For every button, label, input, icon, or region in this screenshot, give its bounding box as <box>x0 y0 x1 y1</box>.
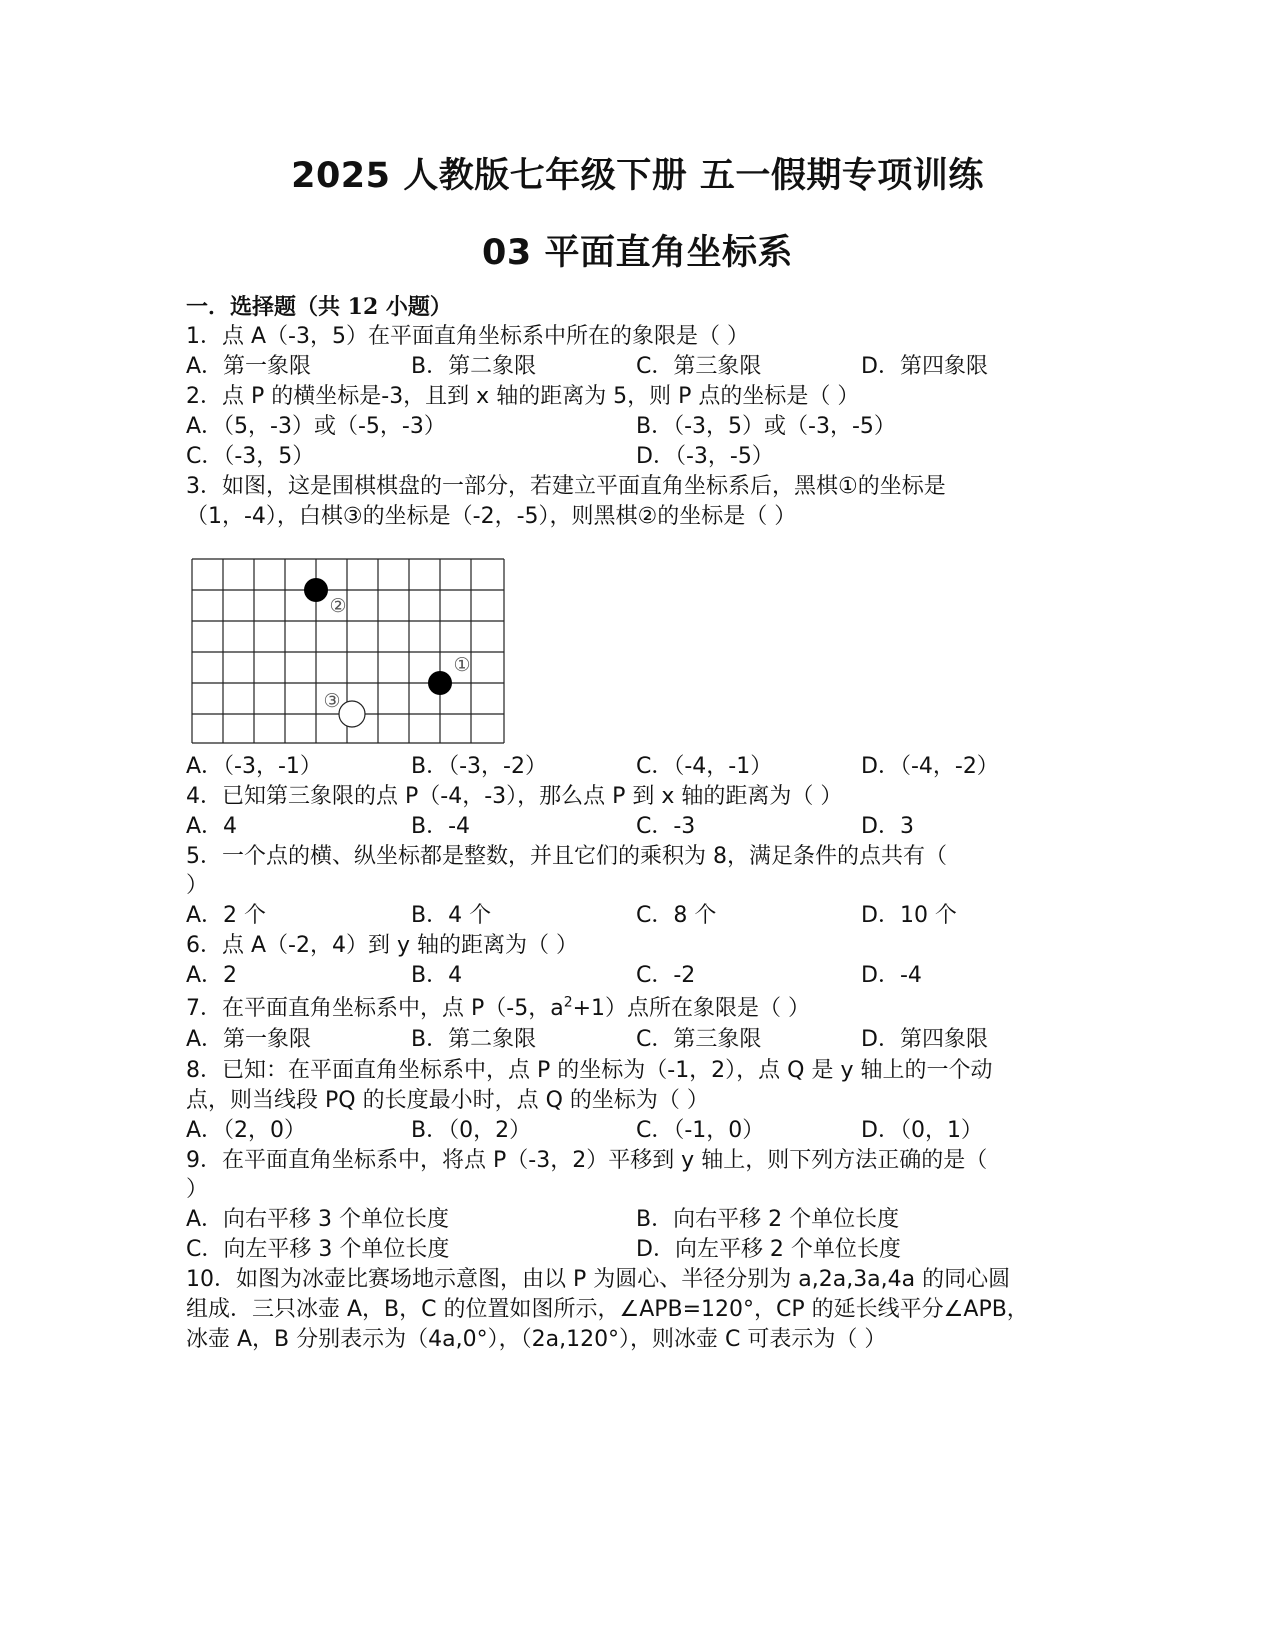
option-a: A．第一象限 <box>186 354 312 379</box>
option-b: B．第二象限 <box>411 1027 537 1052</box>
option-b: B．（-3，5）或（-3，-5） <box>636 414 896 439</box>
question-4-stem: 4．已知第三象限的点 P（-4，-3），那么点 P 到 x 轴的距离为（ ） <box>186 784 843 809</box>
page-title: 2025 人教版七年级下册 五一假期专项训练 <box>291 156 984 196</box>
option-c: C．8 个 <box>636 903 717 928</box>
question-6-options <box>186 960 1086 991</box>
option-d: D．第四象限 <box>861 354 988 379</box>
option-d: D．向左平移 2 个单位长度 <box>636 1237 901 1262</box>
option-d: D．第四象限 <box>861 1027 988 1052</box>
question-5-options <box>186 900 1086 931</box>
option-a: A．第一象限 <box>186 1027 312 1052</box>
option-a: A．2 <box>186 963 238 988</box>
section-heading: 一．选择题（共 12 小题） <box>186 294 452 320</box>
question-7-options <box>186 1024 1086 1055</box>
question-4-options <box>186 811 1086 842</box>
option-d: D．-4 <box>861 963 922 988</box>
option-b: B．（0，2） <box>411 1118 532 1143</box>
label-3: ③ <box>323 690 341 712</box>
question-7-stem-part2: +1）点所在象限是（ ） <box>572 996 811 1021</box>
superscript: 2 <box>563 994 573 1011</box>
page-subtitle: 03 平面直角坐标系 <box>482 233 793 273</box>
question-9-stem-line1: 9．在平面直角坐标系中，将点 P（-3，2）平移到 y 轴上，则下列方法正确的是（ <box>186 1148 988 1173</box>
option-a: A．（-3，-1） <box>186 754 322 779</box>
question-10-stem-line3: 冰壶 A，B 分别表示为（4a,0°），（2a,120°），则冰壶 C 可表示为（ ） <box>186 1327 887 1352</box>
question-9-stem-line2: ） <box>186 1177 209 1202</box>
option-c: C．（-4，-1） <box>636 754 773 779</box>
option-c: C．第三象限 <box>636 354 762 379</box>
option-a: A．4 <box>186 814 238 839</box>
question-1-stem: 1．点 A（-3，5）在平面直角坐标系中所在的象限是（ ） <box>186 324 749 349</box>
question-1-options <box>186 351 1086 382</box>
question-9-options-row1 <box>186 1204 1086 1235</box>
option-a: A．向右平移 3 个单位长度 <box>186 1207 450 1232</box>
go-board-figure <box>190 557 510 747</box>
option-b: B．4 个 <box>411 903 492 928</box>
option-b: B．-4 <box>411 814 471 839</box>
option-c: C．第三象限 <box>636 1027 762 1052</box>
question-7-stem <box>186 993 1086 1024</box>
question-10-stem-line1: 10．如图为冰壶比赛场地示意图，由以 P 为圆心、半径分别为 a,2a,3a,4a 的同心圆 <box>186 1267 1011 1292</box>
question-8-stem-line1: 8．已知：在平面直角坐标系中，点 P 的坐标为（-1，2），点 Q 是 y 轴上的一个动 <box>186 1058 993 1083</box>
option-b: B．第二象限 <box>411 354 537 379</box>
black-stone-1 <box>428 671 452 695</box>
label-2: ② <box>329 595 347 617</box>
option-d: D．（0，1） <box>861 1118 983 1143</box>
question-2-stem: 2．点 P 的横坐标是-3，且到 x 轴的距离为 5，则 P 点的坐标是（ ） <box>186 384 860 409</box>
question-8-options <box>186 1115 1086 1146</box>
label-1: ① <box>453 654 471 676</box>
question-3-stem-line2: （1，-4），白棋③的坐标是（-2，-5），则黑棋②的坐标是（ ） <box>186 504 797 529</box>
option-a: A．2 个 <box>186 903 267 928</box>
question-6-stem: 6．点 A（-2，4）到 y 轴的距离为（ ） <box>186 933 578 958</box>
option-a: A．（5，-3）或（-5，-3） <box>186 414 446 439</box>
option-d: D．10 个 <box>861 903 957 928</box>
question-7-stem-part1: 7．在平面直角坐标系中，点 P（-5，a <box>186 996 564 1021</box>
option-c: C．（-3，5） <box>186 444 315 469</box>
option-c: C．向左平移 3 个单位长度 <box>186 1237 450 1262</box>
option-d: D．3 <box>861 814 914 839</box>
option-b: B．向右平移 2 个单位长度 <box>636 1207 900 1232</box>
question-2-options-row1 <box>186 411 1086 442</box>
option-c: C．-3 <box>636 814 696 839</box>
option-b: B．（-3，-2） <box>411 754 547 779</box>
option-c: C．-2 <box>636 963 696 988</box>
question-2-options-row2 <box>186 441 1086 472</box>
question-10-stem-line2: 组成．三只冰壶 A，B，C 的位置如图所示，∠APB=120°，CP 的延长线平分∠APB， <box>186 1297 1029 1322</box>
white-stone-3 <box>339 701 365 727</box>
option-a: A．（2，0） <box>186 1118 307 1143</box>
option-d: D．（-3，-5） <box>636 444 774 469</box>
option-d: D．（-4，-2） <box>861 754 999 779</box>
question-3-options <box>186 751 1086 782</box>
question-9-options-row2 <box>186 1234 1086 1265</box>
option-c: C．（-1，0） <box>636 1118 765 1143</box>
black-stone-2 <box>304 578 328 602</box>
question-5-stem-line2: ） <box>186 873 209 898</box>
option-b: B．4 <box>411 963 463 988</box>
question-3-stem-line1: 3．如图，这是围棋棋盘的一部分，若建立平面直角坐标系后，黑棋①的坐标是 <box>186 474 946 499</box>
question-5-stem-line1: 5．一个点的横、纵坐标都是整数，并且它们的乘积为 8，满足条件的点共有（ <box>186 844 947 869</box>
question-8-stem-line2: 点，则当线段 PQ 的长度最小时，点 Q 的坐标为（ ） <box>186 1088 709 1113</box>
